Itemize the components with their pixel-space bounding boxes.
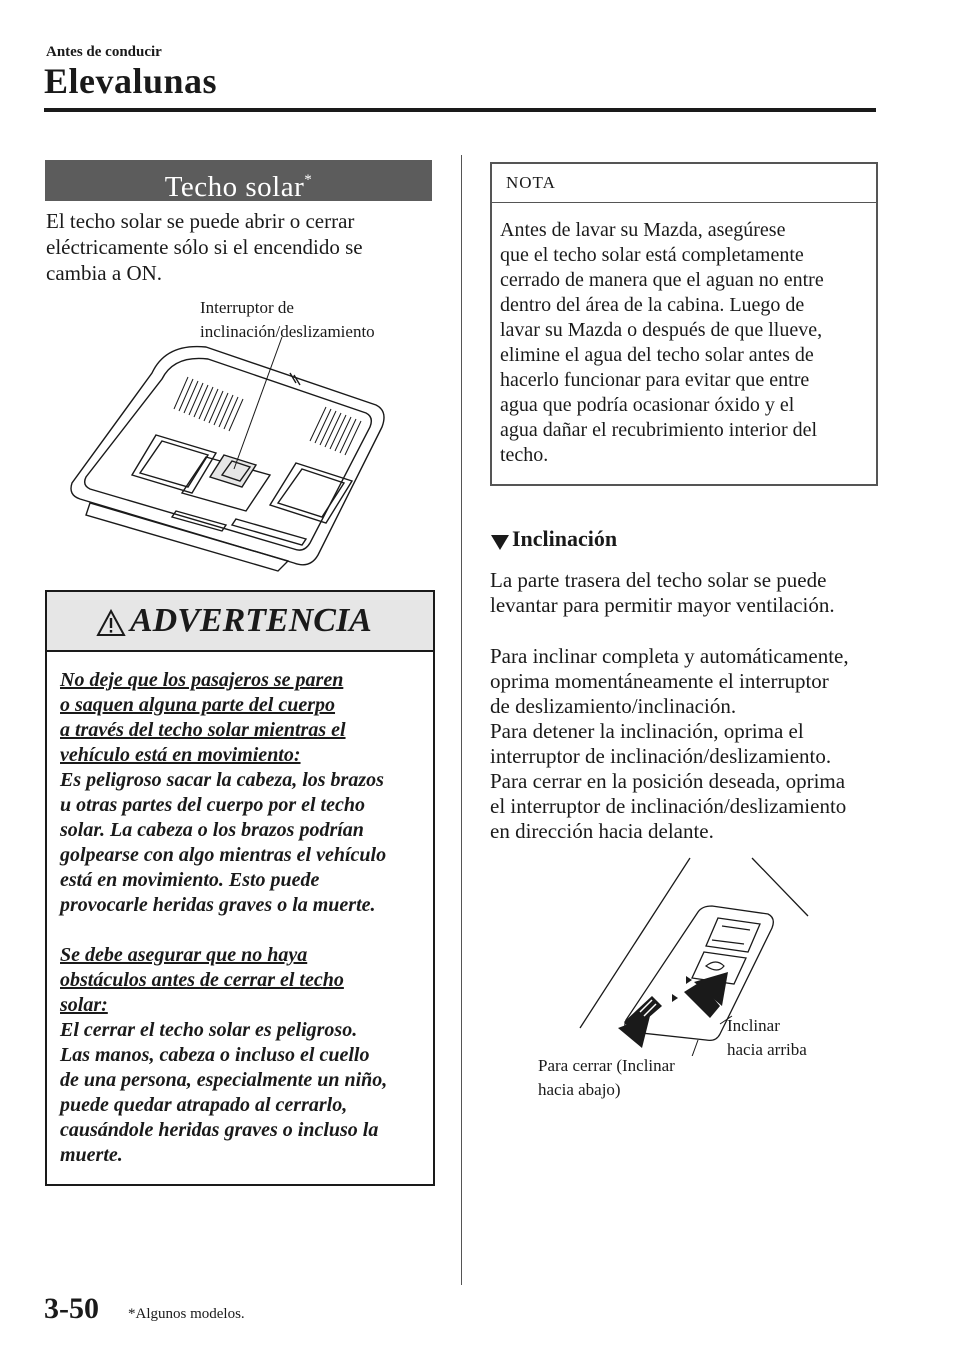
close-tilt-down-label: Para cerrar (Inclinar hacia abajo) bbox=[538, 1056, 675, 1099]
footnote-mark: * bbox=[304, 172, 313, 188]
header-rule bbox=[44, 108, 876, 112]
tilt-up-label: Inclinar hacia arriba bbox=[727, 1016, 807, 1059]
switch-callout-label: Interruptor de inclinación/deslizamiento bbox=[200, 298, 375, 341]
section-label: Antes de conducir bbox=[46, 44, 162, 60]
note-text: Antes de lavar su Mazda, asegúrese que el techo solar está completamente cerrado de manera que el aguan no entre dentro del área de la cabina. Luego de lavar su Mazda o después de que llueve, elimine el agua del techo solar antes de hacerlo funcionar para evitar que entre agua que podría ocasionar óxido y el agua dañar el recubrimiento interior del techo. bbox=[500, 219, 824, 466]
intro-paragraph: El techo solar se puede abrir o cerrar eléctricamente sólo si el encendido se cambia a ON. bbox=[46, 209, 363, 285]
footnote: *Algunos modelos. bbox=[128, 1306, 245, 1322]
warning-block-1: No deje que los pasajeros se paren o saquen alguna parte del cuerpo a través del techo solar mientras el vehículo está en movimiento: Es peligroso sacar la cabeza, los brazos u otras partes del cuerpo por el techo solar. La cabeza o los brazos podrían golpearse con algo mientras el vehículo está en movimiento. Esto puede provocarle heridas graves o la muerte. bbox=[60, 669, 387, 916]
paragraph-2: Para inclinar completa y automáticamente, oprima momentáneamente el interruptor de deslizamiento/inclinación. Para detener la inclinación, oprima el interruptor de inclinación/deslizamiento. Para cerrar en la posición deseada, oprima el interruptor de inclinación/deslizamiento en dirección hacia delante. bbox=[490, 644, 849, 843]
warning-block-2: Se debe asegurar que no haya obstáculos antes de cerrar el techo solar: El cerrar el techo solar es peligroso. Las manos, cabeza o incluso el cuello de una persona, especialmente un niño, puede quedar atrapado al cerrarlo, causándole heridas graves o incluso la muerte. bbox=[60, 944, 388, 1166]
note-title: NOTA bbox=[506, 173, 556, 192]
warning-title: ADVERTENCIA bbox=[130, 602, 372, 639]
warning-triangle-icon bbox=[96, 609, 126, 637]
column-divider bbox=[461, 155, 462, 1285]
overhead-console-illustration bbox=[56, 335, 406, 575]
section-title: Techo solar bbox=[164, 171, 305, 203]
paragraph-1: La parte trasera del techo solar se puede levantar para permitir mayor ventilación. bbox=[490, 568, 835, 617]
chapter-title: Elevalunas bbox=[44, 61, 218, 101]
subheading-triangle-icon bbox=[490, 533, 510, 551]
subheading: Inclinación bbox=[512, 526, 618, 551]
page-number: 3-50 bbox=[44, 1292, 99, 1325]
section-title-bar bbox=[45, 160, 432, 201]
